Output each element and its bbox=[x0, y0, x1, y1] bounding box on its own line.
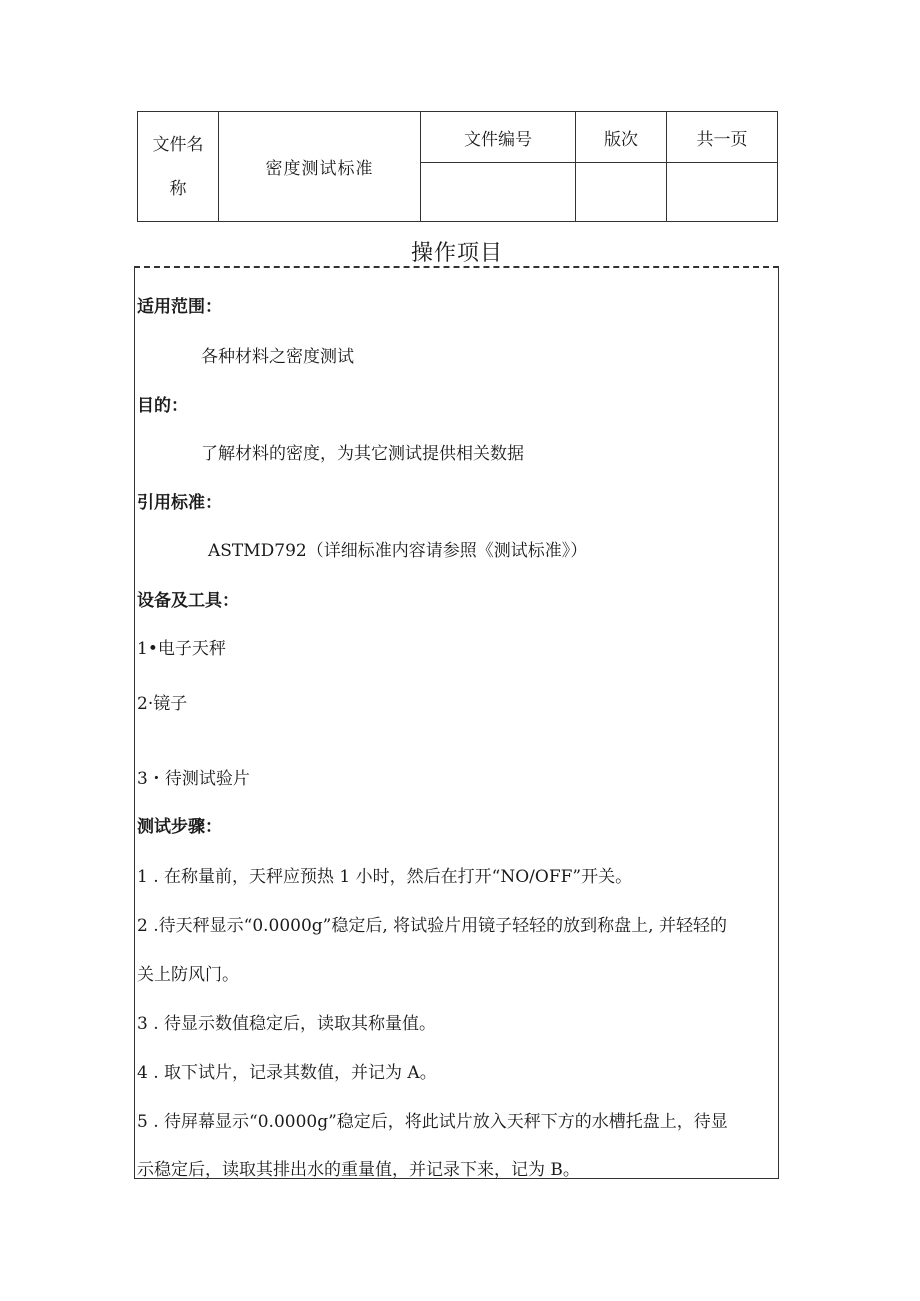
file-name-label-line1: 文件名 bbox=[152, 134, 204, 155]
version-value bbox=[576, 163, 667, 222]
doc-number-label: 文件编号 bbox=[421, 112, 576, 163]
step-line: 5 . 待屏幕显示“0.0000g”稳定后，将此试片放入天秤下方的水槽托盘上，待显 bbox=[137, 1112, 728, 1132]
file-name-label-cell bbox=[138, 112, 219, 222]
step-line: 关上防风门。 bbox=[137, 965, 239, 985]
pages-label: 共一页 bbox=[667, 112, 778, 163]
equipment-item: 2·镜子 bbox=[137, 694, 188, 714]
pages-value bbox=[667, 163, 778, 222]
file-name-label-line2: 称 bbox=[169, 178, 187, 199]
equipment-item: 3・待测试验片 bbox=[137, 769, 250, 789]
reference-text: ASTMD792（详细标准内容请参照《测试标准》） bbox=[208, 541, 588, 561]
equipment-item: 1•电子天秤 bbox=[137, 639, 226, 659]
doc-number-value bbox=[421, 163, 576, 222]
step-line: 3 . 待显示数值稳定后，读取其称量值。 bbox=[137, 1014, 437, 1034]
content-box bbox=[134, 266, 779, 1179]
step-line: 4 . 取下试片，记录其数值，并记为 A。 bbox=[137, 1063, 437, 1083]
purpose-heading: 目的： bbox=[137, 396, 188, 416]
purpose-text: 了解材料的密度，为其它测试提供相关数据 bbox=[201, 444, 524, 464]
scope-heading: 适用范围： bbox=[137, 297, 222, 317]
step-line: 示稳定后，读取其排出水的重量值，并记录下来，记为 B。 bbox=[137, 1160, 580, 1180]
equipment-heading: 设备及工具： bbox=[137, 591, 239, 611]
reference-heading: 引用标准： bbox=[137, 493, 222, 513]
scope-text: 各种材料之密度测试 bbox=[201, 347, 354, 367]
version-label: 版次 bbox=[576, 112, 667, 163]
document-header-table bbox=[137, 111, 778, 222]
steps-heading: 测试步骤： bbox=[137, 817, 222, 837]
section-title: 操作项目 bbox=[410, 241, 503, 266]
step-line: 1 . 在称量前，天秤应预热 1 小时，然后在打开“NO/OFF”开关。 bbox=[137, 867, 633, 887]
document-title: 密度测试标准 bbox=[219, 112, 421, 222]
step-line: 2 .待天秤显示“0.0000g”稳定后, 将试验片用镜子轻轻的放到称盘上, 并轻轻的 bbox=[137, 916, 727, 936]
